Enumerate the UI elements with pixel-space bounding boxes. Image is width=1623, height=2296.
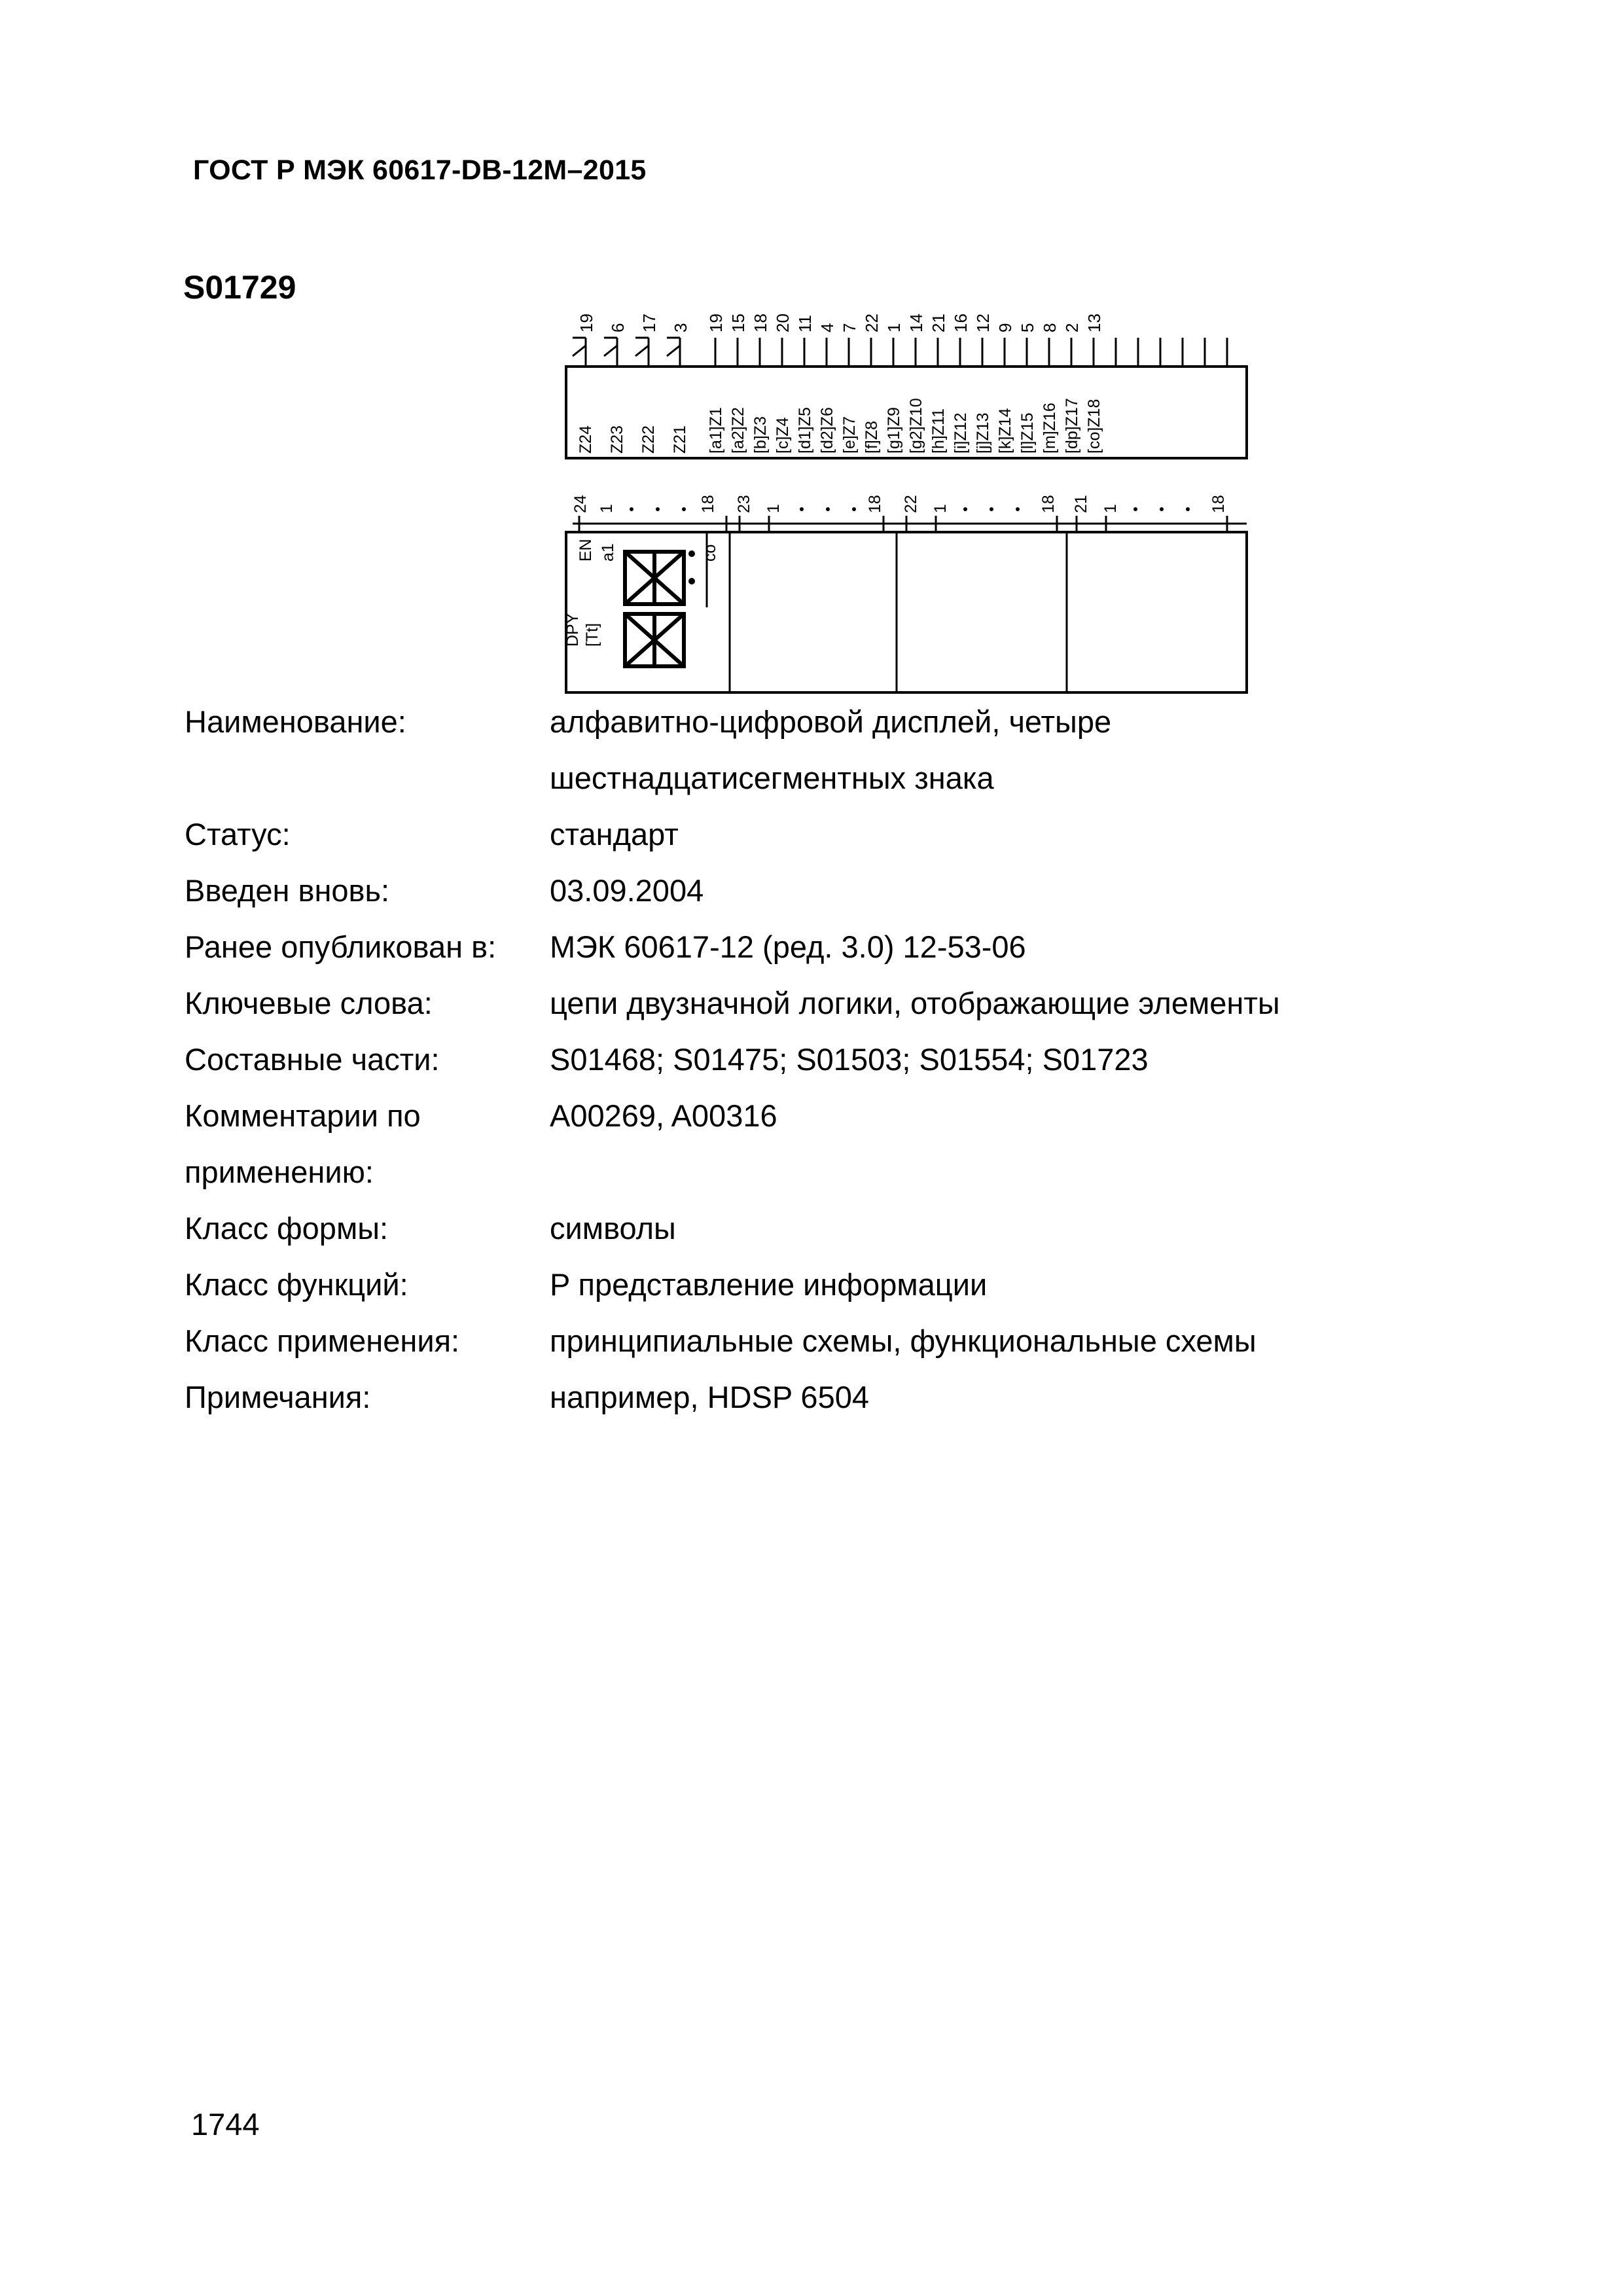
- signal-label: [m]Z16: [1041, 403, 1059, 454]
- pin-number: 22: [862, 314, 882, 332]
- bus-number: 18: [699, 495, 717, 513]
- signal-label: [i]Z12: [952, 412, 970, 454]
- pin-number: 21: [929, 314, 948, 332]
- property-label: Составные части:: [185, 1042, 440, 1077]
- bus-number: 18: [1209, 495, 1228, 513]
- property-row: [185, 806, 1493, 863]
- property-value: шестнадцатисегментных знака: [550, 761, 994, 795]
- pin-number: 12: [973, 314, 993, 332]
- page-number: 1744: [191, 2107, 260, 2142]
- bus-numbers: [571, 495, 1228, 513]
- property-row: [185, 1088, 1493, 1144]
- signal-label: [f]Z8: [863, 420, 881, 454]
- bus-number: 18: [866, 495, 884, 513]
- signal-label: [g1]Z9: [885, 407, 903, 454]
- property-row: [185, 694, 1493, 750]
- sixteen-segment-glyph-icon: [625, 552, 684, 666]
- signal-label: [h]Z11: [929, 408, 948, 454]
- pin-number: 5: [1018, 323, 1037, 332]
- tt-label: [Tt]: [583, 622, 601, 647]
- property-row: [185, 750, 1493, 806]
- property-label: Класс формы:: [185, 1211, 389, 1246]
- signal-label: [c]Z4: [774, 417, 792, 454]
- symbol-diagram: [553, 293, 1260, 699]
- signal-label: [d2]Z6: [818, 407, 836, 454]
- signal-label: [j]Z13: [974, 412, 992, 454]
- pin-number: 19: [706, 314, 726, 332]
- pin-number: 18: [751, 314, 770, 332]
- top-pin-numbers: [577, 314, 1104, 332]
- bus-number: 1: [764, 504, 783, 513]
- pin-number: 2: [1062, 323, 1082, 332]
- property-row: [185, 919, 1493, 975]
- bus-number: 22: [902, 495, 920, 513]
- properties-list: [185, 694, 1493, 1426]
- property-row: [185, 975, 1493, 1031]
- pin-number: 11: [795, 315, 815, 332]
- property-label: Комментарии по: [185, 1098, 421, 1133]
- property-value: МЭК 60617-12 (ред. 3.0) 12-53-06: [550, 929, 1026, 964]
- top-pin-lines: [573, 338, 1227, 367]
- signal-label: [k]Z14: [996, 408, 1014, 454]
- bus-number: 21: [1072, 495, 1090, 513]
- signal-label: [e]Z7: [840, 416, 859, 454]
- property-value: P представление информации: [550, 1267, 988, 1302]
- pin-number: 16: [951, 314, 971, 332]
- standard-header: ГОСТ Р МЭК 60617-DB-12M–2015: [193, 154, 647, 186]
- dpy-label: DPY: [563, 613, 582, 647]
- signal-label: Z23: [608, 425, 626, 454]
- property-value: символы: [550, 1211, 676, 1246]
- property-row: [185, 1200, 1493, 1257]
- co-label: co: [701, 544, 719, 562]
- property-label: Ранее опубликован в:: [185, 929, 497, 964]
- bus-number: 23: [735, 495, 753, 513]
- property-label: [185, 750, 550, 806]
- colon-dots: [688, 550, 695, 584]
- display-symbol-figure: [553, 293, 1260, 699]
- bus-number: 1: [931, 504, 950, 513]
- signal-label: [l]Z15: [1018, 412, 1037, 454]
- pin-number: 8: [1040, 323, 1060, 332]
- property-label: Класс применения:: [185, 1323, 460, 1358]
- pin-number: 15: [728, 314, 748, 332]
- property-value: цепи двузначной логики, отображающие элементы: [550, 986, 1280, 1020]
- property-value: алфавитно-цифровой дисплей, четыре: [550, 704, 1112, 739]
- property-value: принципиальные схемы, функциональные схемы: [550, 1323, 1257, 1358]
- property-value: S01468; S01475; S01503; S01554; S01723: [550, 1042, 1149, 1077]
- bus-number: 18: [1039, 495, 1058, 513]
- signal-label: [a2]Z2: [729, 407, 747, 454]
- property-value: стандарт: [550, 817, 679, 852]
- property-label: Наименование:: [185, 704, 406, 739]
- pin-number: 19: [577, 314, 596, 332]
- pin-number: 13: [1084, 314, 1104, 332]
- signal-label: [d1]Z5: [796, 407, 814, 454]
- property-label: применению:: [185, 1155, 374, 1189]
- pin-number: 3: [671, 323, 690, 332]
- pin-number: 14: [906, 314, 926, 332]
- signal-label: [dp]Z17: [1063, 398, 1081, 454]
- pin-number: 7: [840, 323, 859, 332]
- signal-label: [a1]Z1: [707, 407, 725, 454]
- property-row: [185, 1257, 1493, 1313]
- symbol-code: S01729: [183, 269, 296, 306]
- property-row: [185, 863, 1493, 919]
- pin-number: 1: [884, 323, 904, 332]
- property-value: например, HDSP 6504: [550, 1380, 869, 1414]
- property-label: Статус:: [185, 817, 291, 852]
- property-value: 03.09.2004: [550, 873, 704, 908]
- pin-number: 9: [995, 323, 1015, 332]
- a1-label: a1: [599, 543, 617, 562]
- property-row: [185, 1031, 1493, 1088]
- property-label: Введен вновь:: [185, 873, 390, 908]
- pin-number: 4: [817, 323, 837, 332]
- signal-label: Z21: [671, 425, 689, 454]
- bus-lines: [573, 516, 1247, 531]
- bus-number: 24: [571, 495, 590, 513]
- bus-number: 1: [1101, 504, 1120, 513]
- en-label: EN: [577, 539, 595, 562]
- property-label: Примечания:: [185, 1380, 371, 1414]
- property-row: [185, 1144, 1493, 1200]
- property-row: [185, 1313, 1493, 1369]
- pin-number: 20: [773, 314, 793, 332]
- signal-label: [g2]Z10: [907, 398, 925, 454]
- property-row: [185, 1369, 1493, 1426]
- signal-label: [co]Z18: [1085, 399, 1103, 454]
- property-label: Класс функций:: [185, 1267, 408, 1302]
- pin-number: 6: [608, 323, 628, 332]
- property-label: Ключевые слова:: [185, 986, 433, 1020]
- signal-label: [b]Z3: [751, 416, 770, 454]
- property-value: A00269, A00316: [550, 1098, 777, 1133]
- property-value: [550, 1144, 1493, 1200]
- bus-number: 1: [597, 504, 616, 513]
- signal-label: Z24: [577, 425, 595, 454]
- pin-number: 17: [639, 314, 659, 332]
- signal-label-box: [566, 367, 1247, 458]
- signal-labels: [577, 398, 1103, 454]
- signal-label: Z22: [639, 425, 658, 454]
